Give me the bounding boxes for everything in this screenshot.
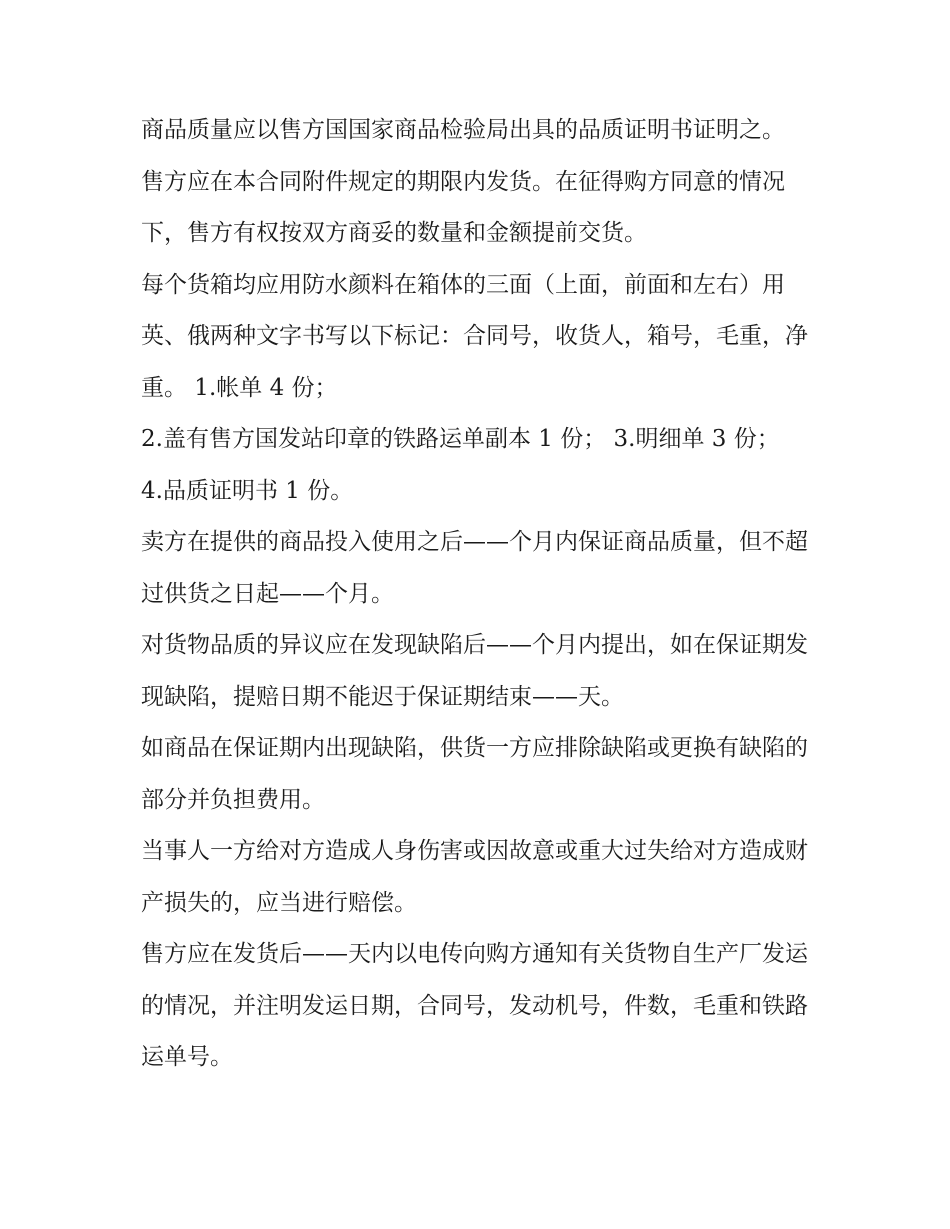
paragraph-warranty: 卖方在提供的商品投入使用之后——个月内保证商品质量，但不超过供货之日起——个月。 [141,529,808,607]
paragraph-quality-objection: 对货物品质的异议应在发现缺陷后——个月内提出，如在保证期发现缺陷，提赔日期不能迟于保证期结束——天。 [141,632,808,710]
paragraph-compensation: 当事人一方给对方造成人身伤害或因故意或重大过失给对方造成财产损失的，应当进行赔偿。 [141,838,808,916]
paragraph-shipment-notice: 售方应在发货后——天内以电传向购方通知有关货物自生产厂发运的情况，并注明发运日期，合同号，发动机号，件数，毛重和铁路运单号。 [141,941,808,1070]
document-body [141,105,813,1084]
paragraph-quality-certificate: 商品质量应以售方国国家商品检验局出具的品质证明书证明之。 [141,117,785,143]
paragraph-delivery-period: 售方应在本合同附件规定的期限内发货。在征得购方同意的情况下，售方有权按双方商妥的数量和金额提前交货。 [141,168,785,246]
paragraph-documents-certificate: 4.品质证明书 1 份。 [141,477,354,504]
paragraph-defect-remedy: 如商品在保证期内出现缺陷，供货一方应排除缺陷或更换有缺陷的部分并负担费用。 [141,735,808,813]
paragraph-box-marking: 每个货箱均应用防水颜料在箱体的三面（上面，前面和左右）用英、俄两种文字书写以下标记：合同号，收货人，箱号，毛重，净重。 1.帐单 4 份； [141,271,808,401]
paragraph-documents-railway: 2.盖有售方国发站印章的铁路运单副本 1 份； 3.明细单 3 份； [141,426,780,452]
